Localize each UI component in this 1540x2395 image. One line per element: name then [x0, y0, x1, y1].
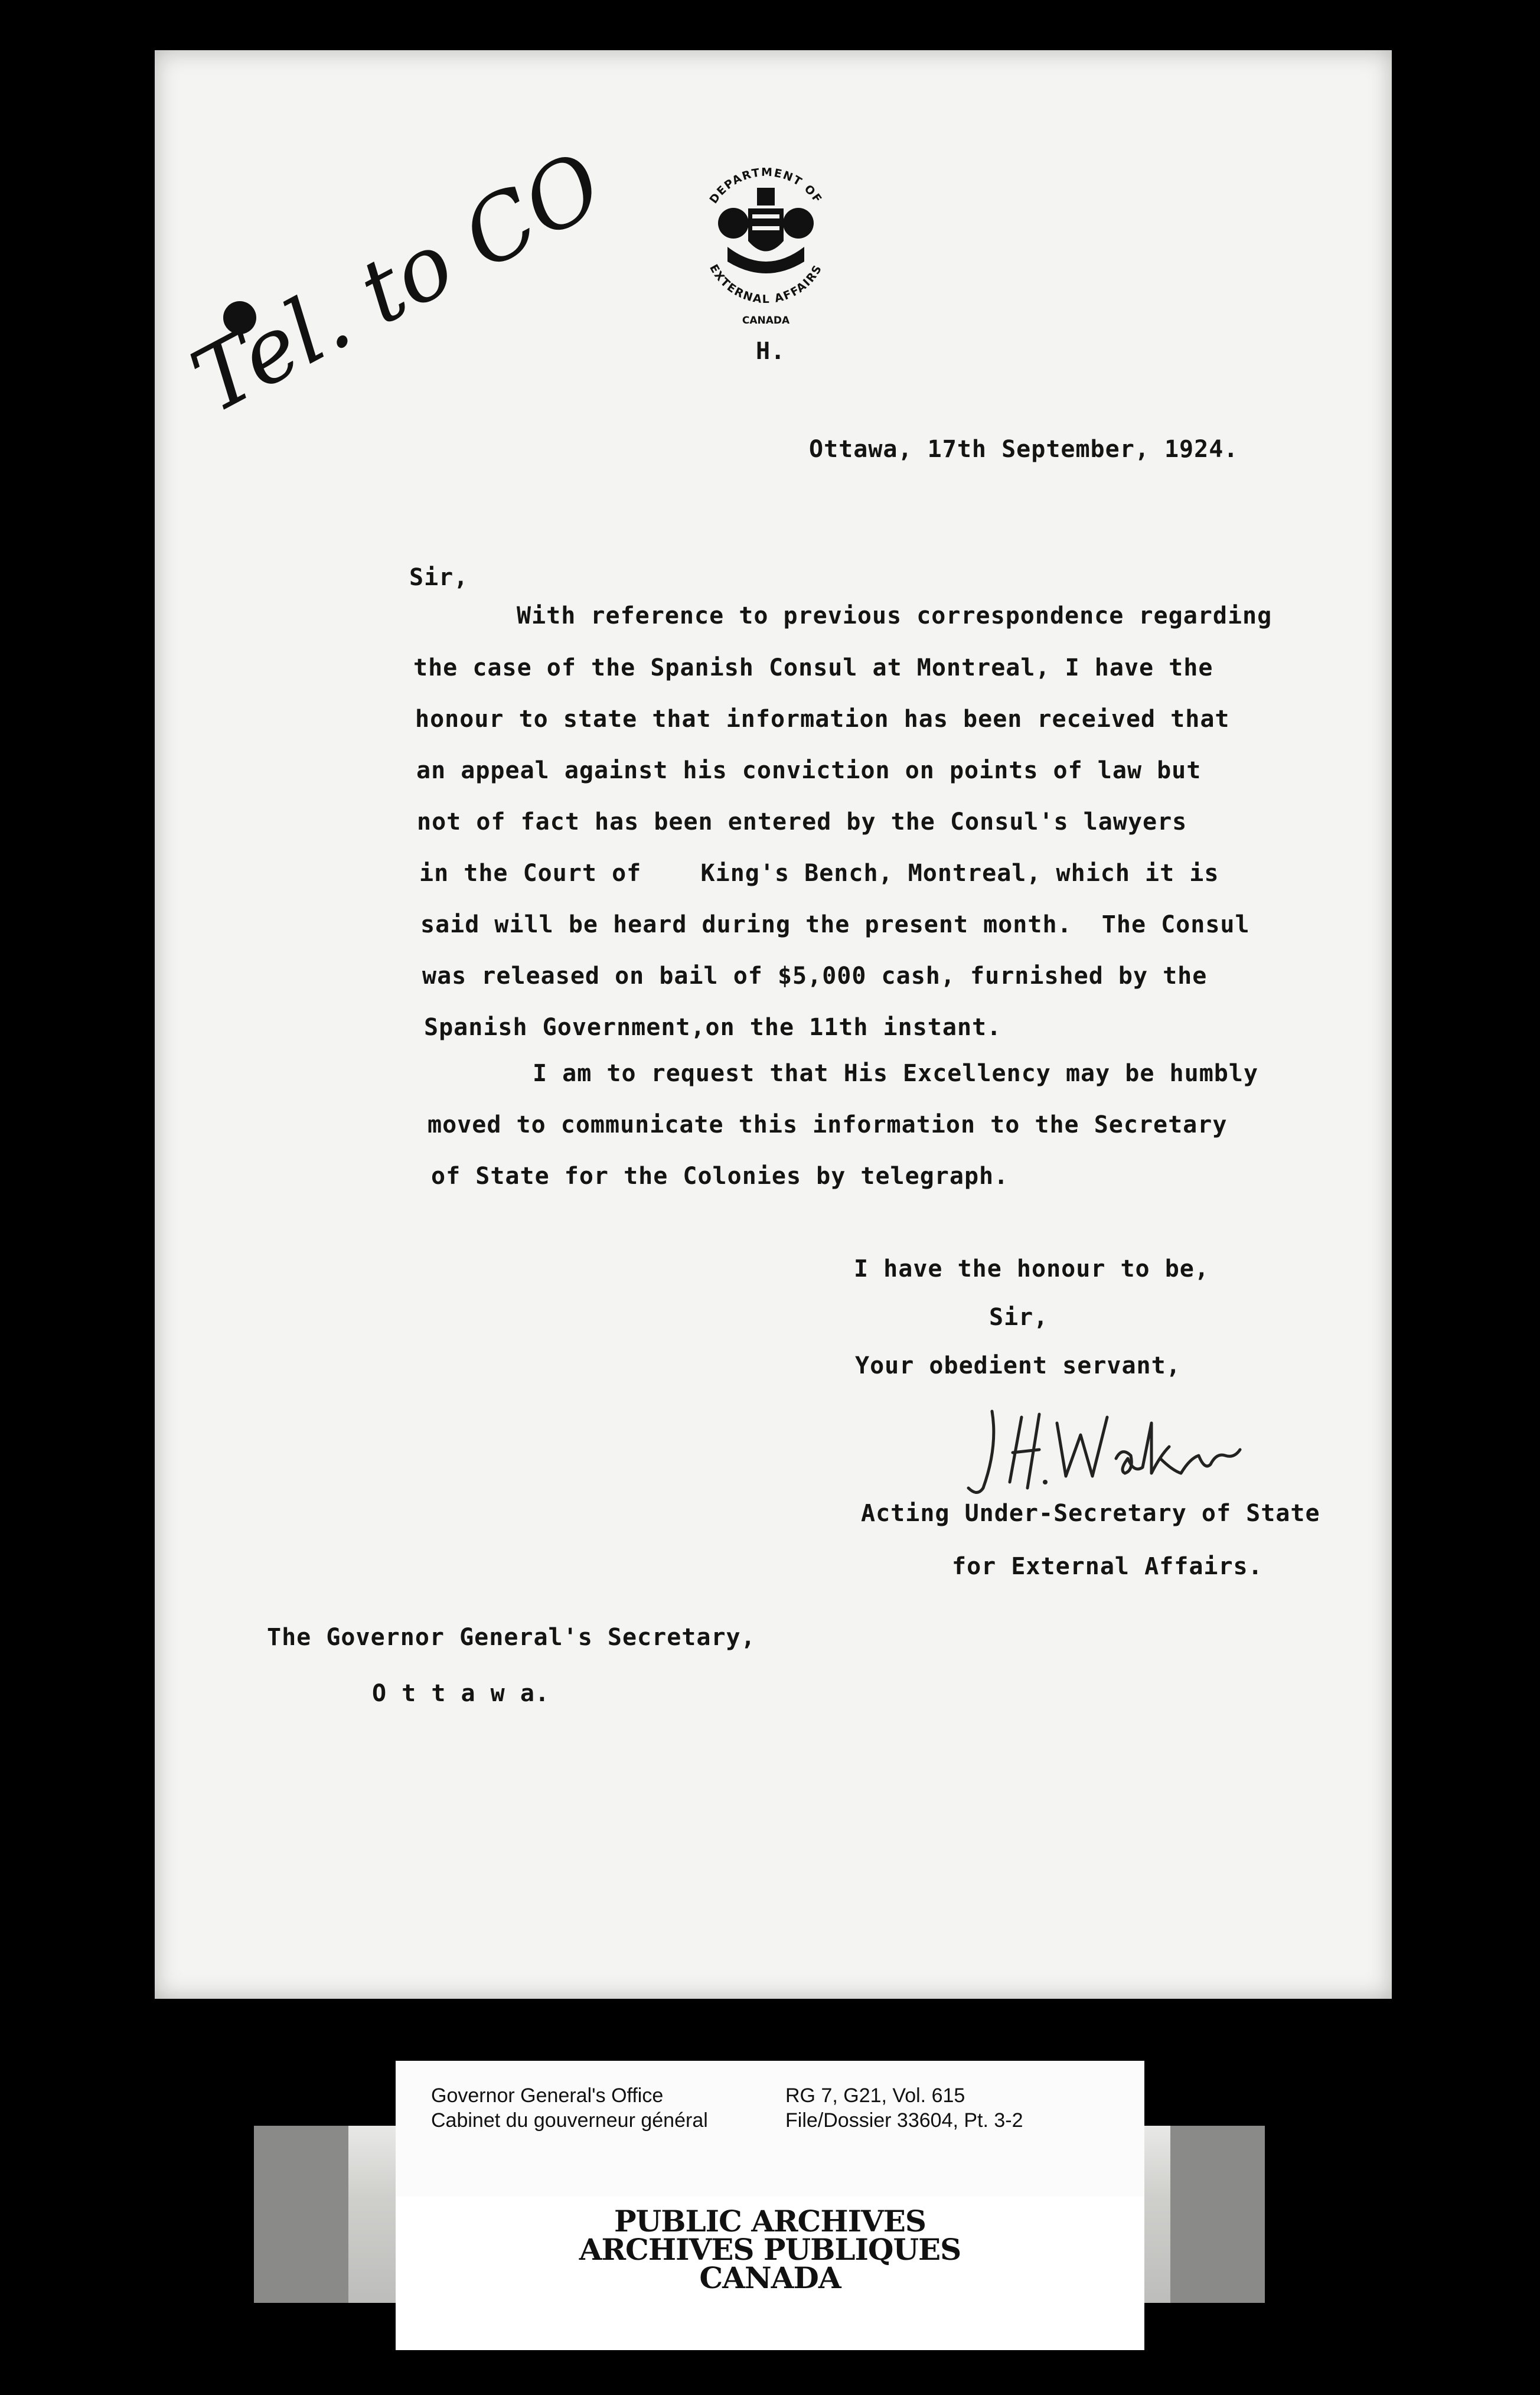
- mount-clip-left: [254, 2126, 348, 2303]
- file-letter: H.: [756, 338, 786, 365]
- addressee-line: O t t a w a.: [372, 1680, 550, 1707]
- archive-reference-label: [396, 2061, 1144, 2197]
- office-en: Governor General's Office: [431, 2084, 664, 2107]
- closing-line: I have the honour to be,: [854, 1255, 1209, 1283]
- body-line: an appeal against his conviction on points of law but: [416, 757, 1202, 784]
- addressee-line: The Governor General's Secretary,: [267, 1624, 756, 1651]
- body-line: of State for the Colonies by telegraph.: [431, 1163, 1009, 1190]
- body-line: With reference to previous correspondence regarding: [517, 602, 1273, 629]
- signer-title: Acting Under-Secretary of State: [861, 1500, 1320, 1527]
- handwritten-signature: [957, 1399, 1252, 1500]
- svg-text:CANADA: CANADA: [742, 315, 790, 327]
- svg-text:EXTERNAL AFFAIRS: EXTERNAL AFFAIRS: [707, 262, 825, 306]
- body-line: said will be heard during the present month. The Consul: [420, 911, 1250, 938]
- salutation: Sir,: [409, 564, 469, 591]
- closing-line: Your obedient servant,: [855, 1352, 1181, 1379]
- date-line: Ottawa, 17th September, 1924.: [809, 436, 1239, 463]
- signer-title: for External Affairs.: [952, 1553, 1263, 1580]
- mount-clip-right: [1170, 2126, 1265, 2303]
- department-seal-icon: [686, 152, 846, 329]
- archive-file: File/Dossier 33604, Pt. 3-2: [785, 2109, 1023, 2132]
- stamp-line: CANADA: [699, 2260, 841, 2295]
- body-line: the case of the Spanish Consul at Montreal, I have the: [413, 654, 1213, 681]
- svg-text:DEPARTMENT OF: DEPARTMENT OF: [707, 165, 825, 207]
- body-line: moved to communicate this information to the Secretary: [428, 1111, 1228, 1138]
- body-line: I am to request that His Excellency may be humbly: [533, 1060, 1259, 1087]
- body-line: Spanish Government,on the 11th instant.: [424, 1014, 1002, 1041]
- handwritten-note: Tel. to CO: [176, 133, 619, 433]
- body-line: was released on bail of $5,000 cash, furnished by the: [422, 962, 1208, 990]
- stamp-line: PUBLIC ARCHIVES: [614, 2204, 926, 2239]
- stamp-line: ARCHIVES PUBLIQUES: [579, 2232, 961, 2267]
- body-line: honour to state that information has been received that: [415, 706, 1230, 733]
- body-line: not of fact has been entered by the Consul's lawyers: [417, 808, 1187, 836]
- archive-reference: RG 7, G21, Vol. 615: [785, 2084, 965, 2107]
- closing-line: Sir,: [989, 1304, 1049, 1331]
- office-fr: Cabinet du gouverneur général: [431, 2109, 708, 2132]
- body-line: in the Court of King's Bench, Montreal, which it is: [419, 860, 1219, 887]
- archive-stamp: [396, 2197, 1144, 2350]
